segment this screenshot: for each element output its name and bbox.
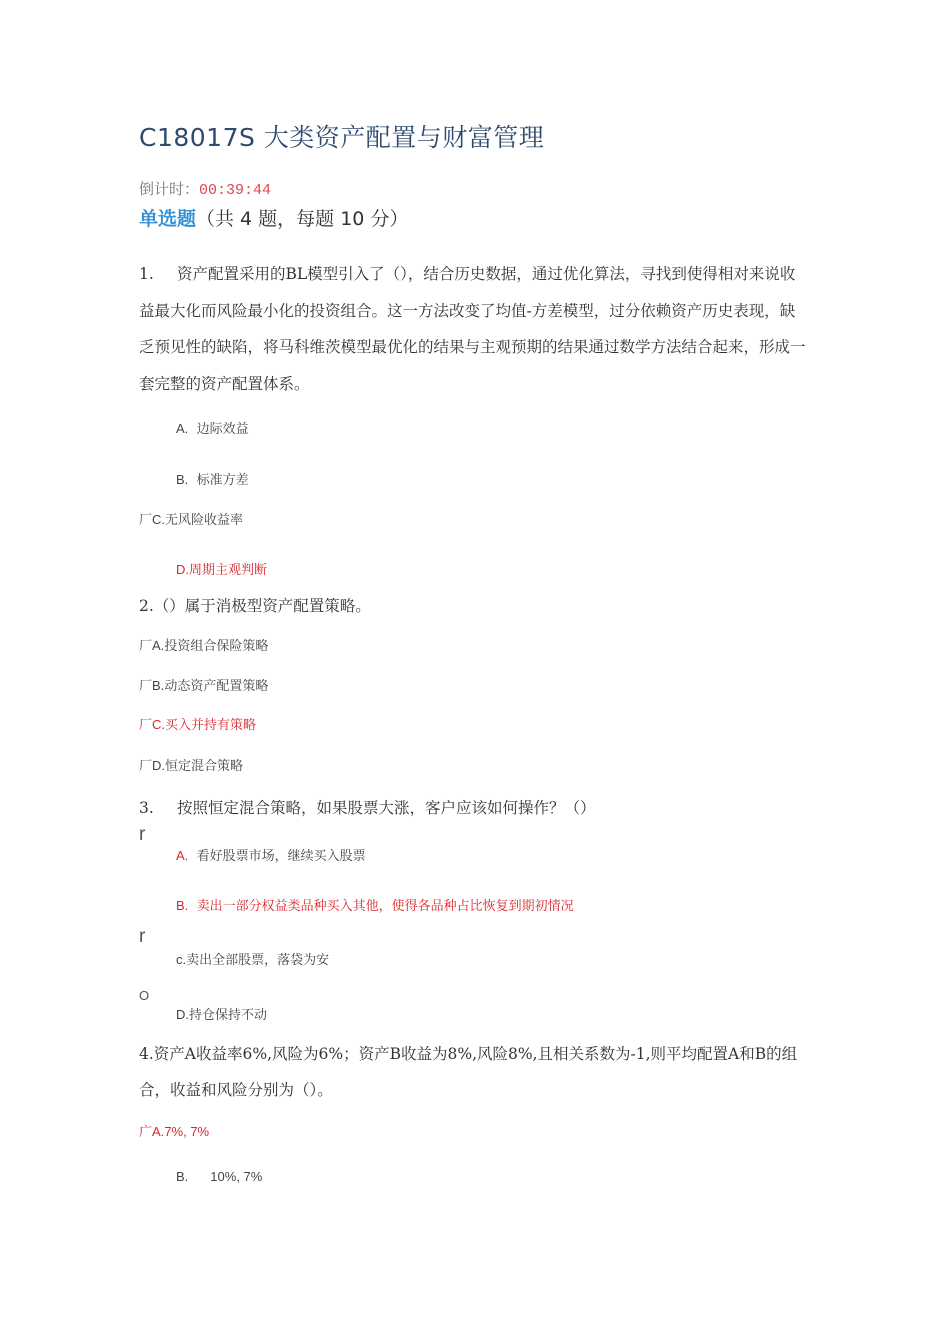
page-title: C18017S 大类资产配置与财富管理 bbox=[139, 123, 545, 152]
question-1 bbox=[139, 256, 809, 402]
q3-radio-mark-2[interactable]: r bbox=[139, 926, 146, 947]
option-text: 恒定混合策略 bbox=[165, 759, 244, 774]
q3-radio-mark-3[interactable]: O bbox=[139, 988, 150, 1003]
option-text: 10%, 7% bbox=[210, 1169, 263, 1184]
question-text: （）属于消极型资产配置策略。 bbox=[153, 597, 371, 615]
question-number: 4. bbox=[139, 1045, 154, 1063]
option-text: 标准方差 bbox=[196, 473, 249, 488]
option-letter: C. bbox=[152, 717, 166, 732]
timer-value: 00:39:44 bbox=[199, 182, 272, 199]
option-letter: D. bbox=[176, 562, 189, 577]
option-text: 投资组合保险策略 bbox=[164, 639, 269, 654]
radio-button[interactable]: 厂 bbox=[139, 717, 153, 732]
timer-label: 倒计时： bbox=[139, 180, 200, 198]
radio-button[interactable]: 厂 bbox=[139, 678, 153, 693]
section-heading bbox=[139, 204, 408, 231]
option-text: 无风险收益率 bbox=[165, 513, 244, 528]
radio-button[interactable]: 广 bbox=[139, 1124, 153, 1139]
q1-option-b[interactable] bbox=[176, 469, 249, 488]
q4-option-b[interactable] bbox=[176, 1169, 262, 1185]
q1-option-a[interactable] bbox=[176, 418, 249, 437]
option-letter: A. bbox=[176, 848, 189, 863]
option-text: 动态资产配置策略 bbox=[164, 679, 269, 694]
question-2 bbox=[139, 594, 371, 616]
radio-button[interactable]: 厂 bbox=[139, 512, 153, 527]
q2-option-c[interactable] bbox=[139, 714, 256, 733]
q3-option-b[interactable] bbox=[176, 895, 574, 914]
question-text: 资产配置采用的BL模型引入了（），结合历史数据，通过优化算法，寻找到使得相对来说收益最大化而风险最小化的投资组合。这一方法改变了均值-方差模型，过分依赖资产历史表现，缺乏预见性的缺陷，将马科维茨模型最优化的结果与主观预期的结果通过数学方法结合起来，形成一套完整的资产配置体系。 bbox=[139, 265, 806, 393]
q2-option-d[interactable] bbox=[139, 755, 243, 774]
option-text: 卖出一部分权益类品种买入其他，使得各品种占比恢复到期初情况 bbox=[196, 899, 574, 914]
q3-radio-mark-1[interactable]: r bbox=[139, 824, 146, 845]
q3-option-c[interactable] bbox=[176, 949, 329, 968]
q4-option-a[interactable] bbox=[139, 1121, 209, 1140]
q1-option-d[interactable] bbox=[176, 559, 267, 578]
option-text: 卖出全部股票，落袋为安 bbox=[186, 953, 330, 968]
option-text: 7%, 7% bbox=[164, 1124, 210, 1139]
option-text: 边际效益 bbox=[196, 422, 249, 437]
question-number: 1. bbox=[139, 265, 154, 283]
q2-option-a[interactable] bbox=[139, 635, 268, 654]
option-letter: A. bbox=[152, 638, 165, 653]
question-number: 2. bbox=[139, 597, 154, 615]
option-letter: B. bbox=[176, 898, 189, 913]
option-text: 周期主观判断 bbox=[189, 563, 268, 578]
q2-option-b[interactable] bbox=[139, 675, 268, 694]
option-letter: c. bbox=[176, 952, 187, 967]
q3-option-a[interactable] bbox=[176, 845, 366, 864]
option-letter: D. bbox=[152, 758, 166, 773]
question-4 bbox=[139, 1036, 809, 1108]
option-letter: B. bbox=[176, 1169, 189, 1184]
section-type: 单选题 bbox=[139, 208, 197, 230]
option-letter: A. bbox=[152, 1124, 165, 1139]
radio-button[interactable]: 厂 bbox=[139, 638, 153, 653]
question-text: 按照恒定混合策略，如果股票大涨，客户应该如何操作？（） bbox=[177, 799, 596, 817]
q1-option-c[interactable] bbox=[139, 509, 243, 528]
option-letter: D. bbox=[176, 1007, 189, 1022]
countdown-timer bbox=[139, 178, 271, 199]
section-detail: （共 4 题，每题 10 分） bbox=[196, 208, 409, 230]
question-3 bbox=[139, 796, 596, 818]
option-text: 持仓保持不动 bbox=[189, 1008, 268, 1023]
option-text: 看好股票市场，继续买入股票 bbox=[196, 849, 366, 864]
q3-option-d[interactable] bbox=[176, 1004, 267, 1023]
option-letter: B. bbox=[152, 678, 165, 693]
question-text: 资产A收益率6%,风险为6%；资产B收益为8%,风险8%,且相关系数为-1,则平均配置A和B的组合，收益和风险分别为（）。 bbox=[139, 1045, 798, 1099]
option-letter: A. bbox=[176, 421, 189, 436]
radio-button[interactable]: 厂 bbox=[139, 758, 153, 773]
option-text: 买入并持有策略 bbox=[165, 718, 257, 733]
option-letter: B. bbox=[176, 472, 189, 487]
question-number: 3. bbox=[139, 799, 154, 817]
option-letter: C. bbox=[152, 512, 166, 527]
